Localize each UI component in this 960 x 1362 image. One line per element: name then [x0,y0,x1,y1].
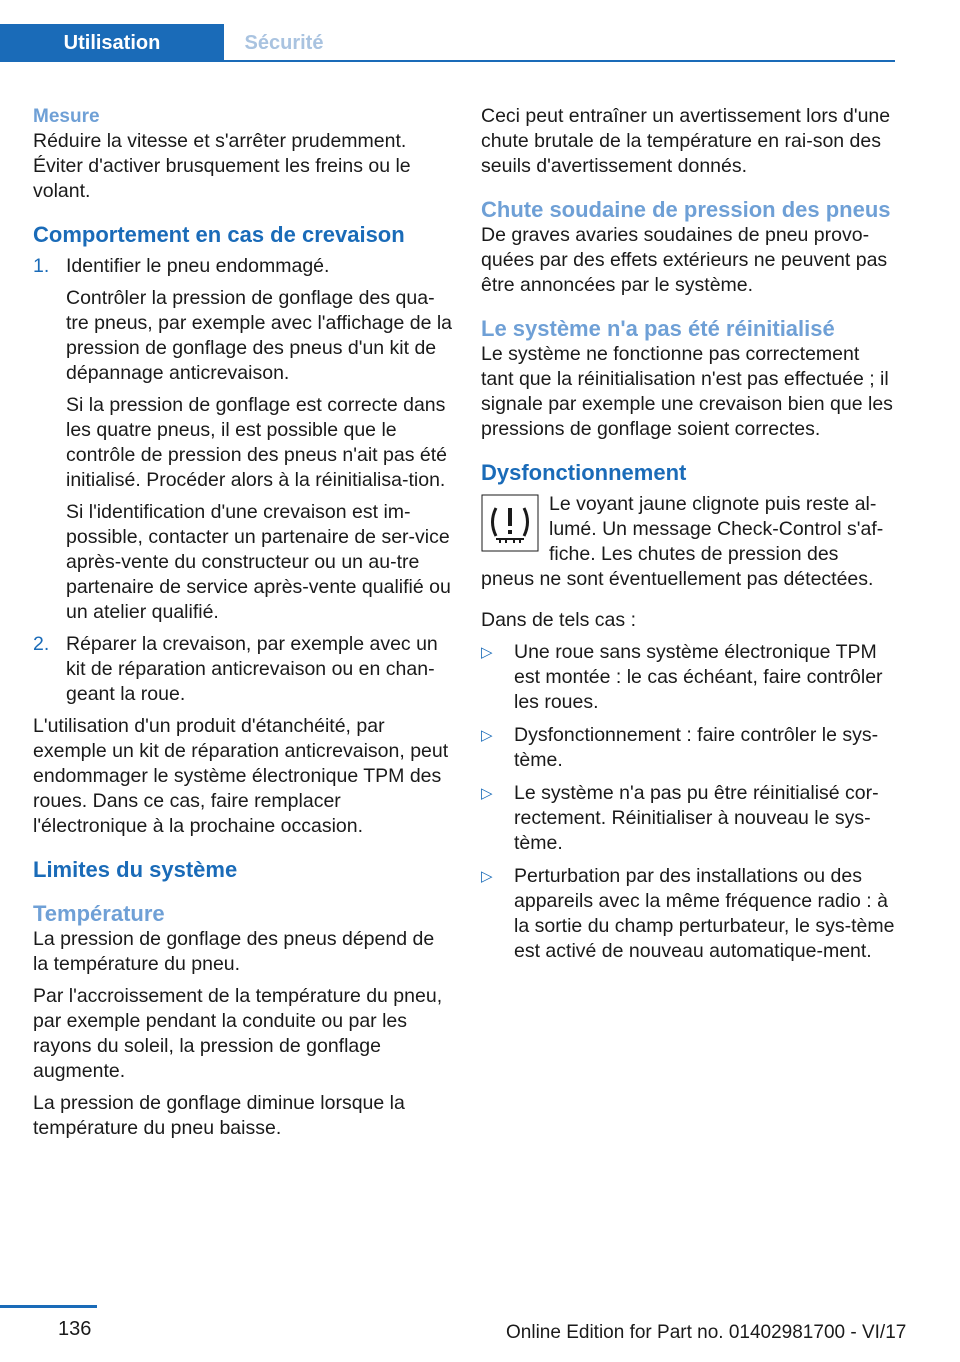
step-number: 1. [33,255,50,277]
cases-intro: Dans de tels cas : [481,609,636,631]
list-item-text: Une roue sans système électronique TPM est montée : le cas échéant, faire contrôler les roues. [514,641,883,713]
chute-heading: Chute soudaine de pression des pneus [481,197,891,222]
warning-block [481,492,896,608]
crevaison-heading: Comportement en cas de crevaison [33,222,405,247]
left-column [33,104,453,1148]
temperature-p3: La pression de gonflage diminue lorsque la température du pneu baisse. [33,1092,405,1139]
step-item [33,632,453,707]
temperature-heading: Température [33,901,165,926]
reinit-text: Le système ne fonctionne pas correctement tant que la réinitialisation n'est pas effectuée ; il signale par exemple une crevaison bien que les pressions de gonflage soient correctes. [481,343,893,440]
step-paragraph: Si la pression de gonflage est correcte dans les quatre pneus, il est possible que le contrôle de pression des pneus n'ait pas été initialisé. Procéder alors à la réinitialisa-tion. [66,394,447,491]
page-number-rule [0,1305,97,1308]
tab-securite[interactable]: Sécurité [244,32,324,54]
reinit-heading: Le système n'a pas été réinitialisé [481,316,835,341]
cases-list [481,640,896,964]
step-paragraph: Réparer la crevaison, par exemple avec un kit de réparation anticrevaison ou en chan-geant la roue. [66,633,438,705]
section-tabbar [0,0,895,62]
crevaison-steps [33,254,453,707]
list-item [481,864,896,964]
triangle-bullet-icon: ▷ [481,785,493,802]
limites-heading: Limites du système [33,857,238,882]
list-item-text: Perturbation par des installations ou des appareils avec la même fréquence radio : à la sortie du champ perturbateur, le sys-tème est activé de nouveau automatique-ment. [514,865,895,962]
intro-text: Ceci peut entraîner un avertissement lors d'une chute brutale de la température en rai-son des seuils d'avertissement donnés. [481,105,891,177]
list-item [481,723,896,773]
temperature-p1: La pression de gonflage des pneus dépend de la température du pneu. [33,928,435,975]
step-number: 2. [33,633,50,655]
edition-footer: Online Edition for Part no. 01402981700 - VI/17 [506,1322,907,1343]
step-paragraph: Contrôler la pression de gonflage des qua-tre pneus, par exemple avec l'affichage de la pression de gonflage des pneus d'un kit de dépannage anticrevaison. [66,287,453,384]
triangle-bullet-icon: ▷ [481,727,493,744]
step-paragraph: Identifier le pneu endommagé. [66,255,330,277]
tab-divider [224,60,895,62]
list-item-text: Dysfonctionnement : faire contrôler le sys-tème. [514,724,879,771]
step-item [33,254,453,625]
right-column [481,104,896,972]
page-number: 136 [58,1318,92,1340]
list-item [481,640,896,715]
mesure-label: Mesure [33,106,100,127]
dysfonctionnement-heading: Dysfonctionnement [481,460,687,485]
produit-text: L'utilisation d'un produit d'étanchéité, par exemple un kit de réparation anticrevaison, peut endommager le système électronique TPM des roues. Dans ce cas, faire remplacer l'électronique à la prochaine occasion. [33,715,449,837]
tab-utilisation[interactable]: Utilisation [0,24,224,62]
triangle-bullet-icon: ▷ [481,868,493,885]
mesure-text: Réduire la vitesse et s'arrêter prudemment. Éviter d'activer brusquement les freins ou le volant. [33,130,411,202]
chute-text: De graves avaries soudaines de pneu provo-quées par des effets extérieurs ne peuvent pas être annoncées par le système. [481,224,888,296]
list-item [481,781,896,856]
step-paragraph: Si l'identification d'une crevaison est im-possible, contacter un partenaire de ser-vice après-vente du constructeur ou un au-tre partenaire de service après-vente qualifié ou un atelier qualifié. [66,501,451,623]
list-item-text: Le système n'a pas pu être réinitialisé cor-rectement. Réinitialiser à nouveau le sys-tème. [514,782,879,854]
temperature-p2: Par l'accroissement de la température du pneu, par exemple pendant la conduite ou par les rayons du soleil, la pression de gonflage augmente. [33,985,443,1082]
triangle-bullet-icon: ▷ [481,644,493,661]
dysfonctionnement-text: Le voyant jaune clignote puis reste al-lumé. Un message Check-Control s'af-fiche. Les chutes de pression des pneus ne sont éventuellement pas détectées. [481,493,884,590]
tpms-warning-icon [481,494,539,552]
